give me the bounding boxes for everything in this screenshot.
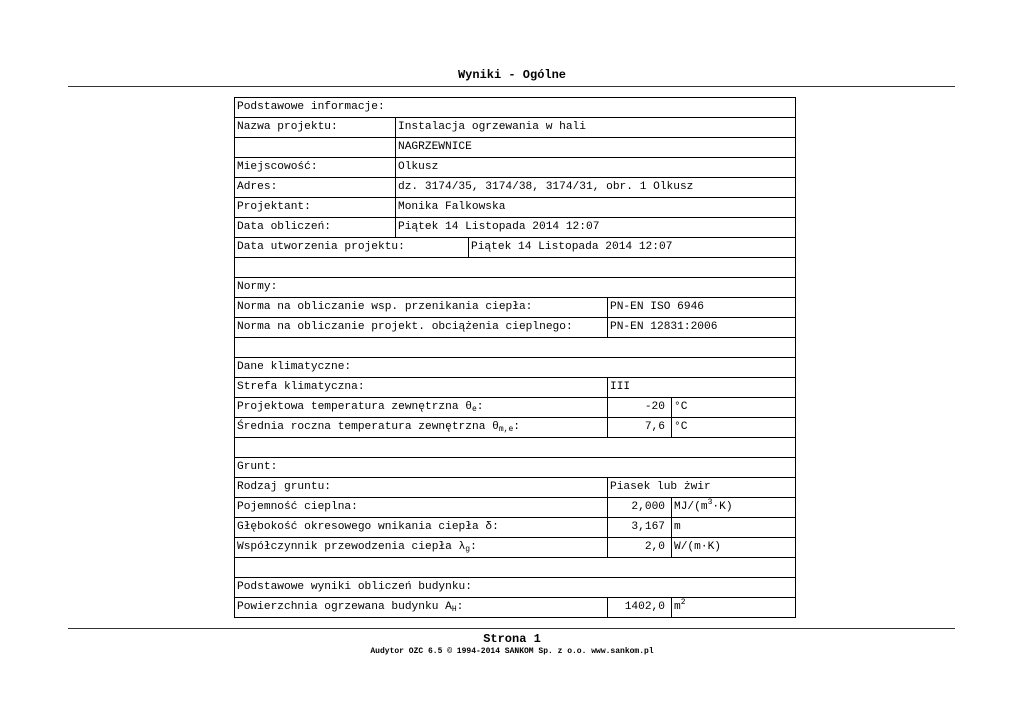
heated-area-unit xyxy=(671,598,795,617)
unit-superscript: 3 xyxy=(707,498,713,507)
ground-type-label: Rodzaj gruntu: xyxy=(237,481,331,493)
created-date-label: Data utworzenia projektu: xyxy=(237,241,405,253)
delta-symbol: δ xyxy=(485,521,493,533)
conductivity-subscript: g xyxy=(465,545,471,554)
section-heading-norms: Normy: xyxy=(237,281,278,293)
empty-cell xyxy=(235,138,395,157)
table-row xyxy=(235,218,795,238)
penetration-depth-label-text: Głębokość okresowego wnikania ciepła xyxy=(237,521,486,533)
address-value: dz. 3174/35, 3174/38, 3174/31, obr. 1 Olkusz xyxy=(395,178,795,197)
heated-area-label-text: Powierzchnia ogrzewana budynku A xyxy=(237,601,452,613)
norm1-value: PN-EN ISO 6946 xyxy=(607,298,795,317)
design-temp-value: -20 xyxy=(607,398,671,417)
heat-capacity-label: Pojemność cieplna: xyxy=(237,501,358,513)
mean-temp-unit: °C xyxy=(671,418,795,437)
conductivity-label-text: Współczynnik przewodzenia ciepła xyxy=(237,541,459,553)
table-row xyxy=(235,338,795,358)
page-title: Wyniki - Ogólne xyxy=(457,68,567,82)
penetration-depth-unit: m xyxy=(671,518,795,537)
project-name-value: Instalacja ogrzewania w hali xyxy=(395,118,795,137)
spacer-row xyxy=(235,258,795,277)
heated-area-subscript: H xyxy=(451,605,457,614)
theta-symbol: θ xyxy=(492,421,499,433)
table-row xyxy=(235,478,795,498)
penetration-depth-value: 3,167 xyxy=(607,518,671,537)
mean-temp-label-text: Średnia roczna temperatura zewnętrzna xyxy=(237,421,493,433)
lambda-symbol: λ xyxy=(458,541,466,553)
norm1-label: Norma na obliczanie wsp. przenikania ciepła: xyxy=(237,301,533,313)
table-row xyxy=(235,518,795,538)
table-row xyxy=(235,578,795,598)
section-heading-climate: Dane klimatyczne: xyxy=(237,361,352,373)
table-row xyxy=(235,318,795,338)
table-row xyxy=(235,538,795,558)
page-number: Strona 1 xyxy=(483,632,541,646)
section-heading-basic: Podstawowe informacje: xyxy=(237,101,385,113)
design-temp-label: Projektowa temperatura zewnętrzna $\theta_e$: xyxy=(237,401,484,414)
design-temp-unit: °C xyxy=(671,398,795,417)
mean-temp-label: Średnia roczna temperatura zewnętrzna $\theta_{m,e}$: xyxy=(237,421,520,434)
designer-value: Monika Falkowska xyxy=(395,198,795,217)
spacer-row xyxy=(235,338,795,357)
table-row xyxy=(235,298,795,318)
header-rule xyxy=(68,86,955,87)
section-heading-ground: Grunt: xyxy=(237,461,278,473)
created-date-value: Piątek 14 Listopada 2014 12:07 xyxy=(468,238,795,257)
address-label: Adres: xyxy=(237,181,278,193)
footer-copyright: Audytor OZC 6.5 © 1994-2014 SANKOM Sp. z o.o. www.sankom.pl xyxy=(370,647,654,656)
climate-zone-label: Strefa klimatyczna: xyxy=(237,381,365,393)
conductivity-unit: W/(m·K) xyxy=(671,538,795,557)
designer-label: Projektant: xyxy=(237,201,311,213)
spacer-row xyxy=(235,438,795,457)
results-table xyxy=(234,97,796,618)
table-row xyxy=(235,98,795,118)
city-label: Miejscowość: xyxy=(237,161,318,173)
table-row xyxy=(235,498,795,518)
norm2-value: PN-EN 12831:2006 xyxy=(607,318,795,337)
table-row xyxy=(235,118,795,138)
heated-area-value: 1402,0 xyxy=(607,598,671,617)
mean-temp-value: 7,6 xyxy=(607,418,671,437)
table-row xyxy=(235,278,795,298)
table-row xyxy=(235,558,795,578)
table-row xyxy=(235,178,795,198)
footer-rule xyxy=(68,628,955,629)
city-value: Olkusz xyxy=(395,158,795,177)
table-row xyxy=(235,158,795,178)
table-row xyxy=(235,238,795,258)
heat-capacity-unit xyxy=(671,498,795,517)
table-row xyxy=(235,378,795,398)
project-name-label: Nazwa projektu: xyxy=(237,121,338,133)
table-row xyxy=(235,138,795,158)
calc-date-label: Data obliczeń: xyxy=(237,221,331,233)
unit-text: MJ/(m xyxy=(674,501,708,513)
table-row xyxy=(235,358,795,378)
unit-text: m xyxy=(674,601,681,613)
project-name-value-2: NAGRZEWNICE xyxy=(395,138,795,157)
calc-date-value: Piątek 14 Listopada 2014 12:07 xyxy=(395,218,795,237)
table-row xyxy=(235,258,795,278)
table-row xyxy=(235,438,795,458)
conductivity-value: 2,0 xyxy=(607,538,671,557)
norm2-label: Norma na obliczanie projekt. obciążenia cieplnego: xyxy=(237,321,573,333)
section-heading-building: Podstawowe wyniki obliczeń budynku: xyxy=(237,581,472,593)
heat-capacity-value: 2,000 xyxy=(607,498,671,517)
table-row xyxy=(235,198,795,218)
table-row xyxy=(235,458,795,478)
table-row xyxy=(235,598,795,617)
unit-superscript: 2 xyxy=(680,598,686,607)
table-row xyxy=(235,418,795,438)
penetration-depth-label: Głębokość okresowego wnikania ciepła δ: xyxy=(237,521,499,533)
table-row xyxy=(235,398,795,418)
design-temp-subscript: e xyxy=(471,405,477,414)
unit-text: ·K) xyxy=(712,501,733,513)
climate-zone-value: III xyxy=(607,378,795,397)
design-temp-label-text: Projektowa temperatura zewnętrzna xyxy=(237,401,466,413)
spacer-row xyxy=(235,558,795,577)
theta-symbol: θ xyxy=(465,401,472,413)
heated-area-label: Powierzchnia ogrzewana budynku $A_H$: xyxy=(237,601,464,614)
mean-temp-subscript: m,e xyxy=(498,425,514,434)
conductivity-label: Współczynnik przewodzenia ciepła $\lambda_g$: xyxy=(237,541,477,554)
ground-type-value: Piasek lub żwir xyxy=(607,478,795,497)
